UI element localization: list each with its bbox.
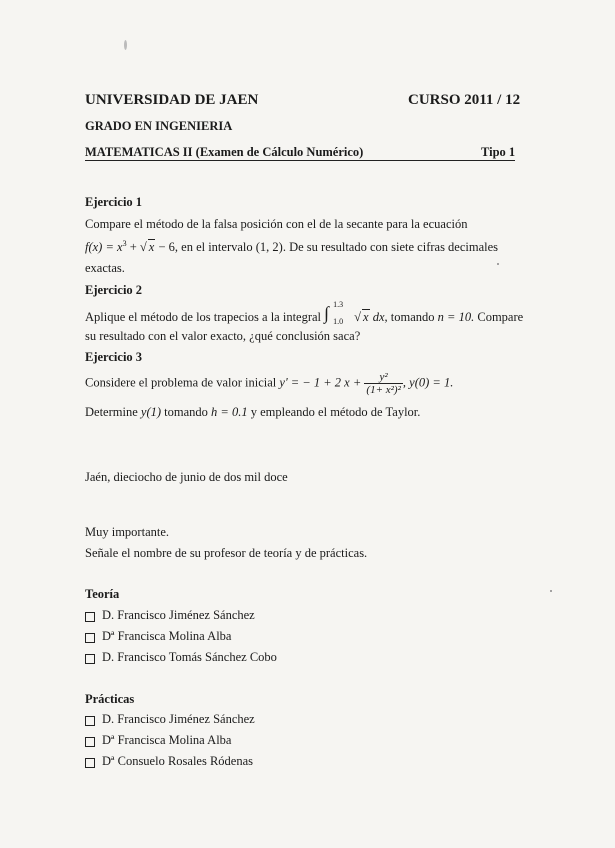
ode-initial-condition: , y(0) = 1. [402,375,454,390]
exercise-1-line-1: Compare el método de la falsa posición con el de la secante para la ecuación [85,217,468,231]
practice-option-1-checkbox[interactable] [85,716,95,726]
equation-f: f(x) = x [85,240,123,255]
y-at-1: y(1) [140,405,162,419]
theory-option-1-checkbox[interactable] [85,612,95,622]
instruction-text: Señale el nombre de su profesor de teoría y de prácticas. [85,546,368,560]
integral-upper-limit: 1.3 [333,300,344,309]
integral-dx: dx, [372,310,388,324]
exercise-3-line-1 [85,371,453,396]
exercise-2-line-2: su resultado con el valor exacto, ¿qué conclusión saca? [85,329,361,343]
course-year: CURSO 2011 / 12 [408,92,521,108]
ode-numerator: y² [364,371,402,384]
integral-lower-limit: 1.0 [333,317,344,326]
practice-option-3-checkbox[interactable] [85,758,95,768]
theory-option-1-label: D. Francisco Jiménez Sánchez [102,608,255,622]
theory-option-3-label: D. Francisco Tomás Sánchez Cobo [102,650,277,664]
practice-option-2-label: Dª Francisca Molina Alba [102,733,232,747]
exercise-2-text-c: Compare [477,310,524,324]
date-line: Jaén, dieciocho de junio de dos mil doce [85,470,288,484]
practice-title: Prácticas [85,692,135,706]
theory-option-3-checkbox[interactable] [85,654,95,664]
theory-option-2-label: Dª Francisca Molina Alba [102,629,232,643]
subject-title: MATEMATICAS II (Examen de Cálculo Numérico) [85,145,364,159]
scan-dot [497,263,499,265]
theory-option-2-checkbox[interactable] [85,633,95,643]
exercise-3-text-a: Considere el problema de valor inicial [85,375,277,390]
exercise-1-title: Ejercicio 1 [85,195,143,209]
practice-option-1-label: D. Francisco Jiménez Sánchez [102,712,255,726]
theory-title: Teoría [85,587,120,601]
exercise-2-title: Ejercicio 2 [85,283,143,297]
equation-rest: − 6, en el intervalo (1, 2). De su resultado con siete cifras decimales [155,240,499,255]
exercise-2-text-a: Aplique el método de los trapecios a la integral [85,310,322,324]
n-value: n = 10. [437,310,475,324]
exercise-3-line-2 [85,405,420,420]
exercise-3-text-c: tomando [164,405,208,419]
exercise-3-title: Ejercicio 3 [85,350,143,364]
scan-dot [550,590,552,592]
ode-lhs: y' = − 1 + 2 x + [279,375,362,390]
header-rule [85,160,515,161]
integrand-sqrt: x [363,310,369,324]
equation-sqrt: x [148,240,155,255]
exercise-1-line-3: exactas. [85,261,125,275]
exercise-1-line-2: $f(x) = x^3$ + √ x − 6, en el intervalo (1, 2). De su resultado con siete cifras decimales [85,239,499,255]
practice-option-3-label: Dª Consuelo Rosales Ródenas [102,754,254,768]
exercise-2-line-1: Aplique el método de los trapecios a la integral ∫ 1.3 1.0 √ x dx, tomando n = 10. Compare [85,300,524,326]
exercise-3-text-d: y empleando el método de Taylor. [250,405,421,419]
practice-option-2-checkbox[interactable] [85,737,95,747]
exercise-2-text-b: tomando [390,310,435,324]
integral-sign: ∫ 1.3 1.0 [324,300,344,326]
step-size: h = 0.1 [211,405,248,419]
university-name: UNIVERSIDAD DE JAEN [85,92,259,108]
exam-type: Tipo 1 [481,145,516,159]
degree-name: GRADO EN INGENIERIA [85,119,233,133]
ode-fraction [364,371,402,396]
scan-mark [124,40,127,50]
exercise-3-text-b: Determine [85,405,138,419]
equation-exponent: 3 [122,239,127,248]
ode-denominator: (1+ x²)² [366,384,401,396]
equation-plus: + [126,240,140,255]
important-note: Muy importante. [85,525,170,539]
